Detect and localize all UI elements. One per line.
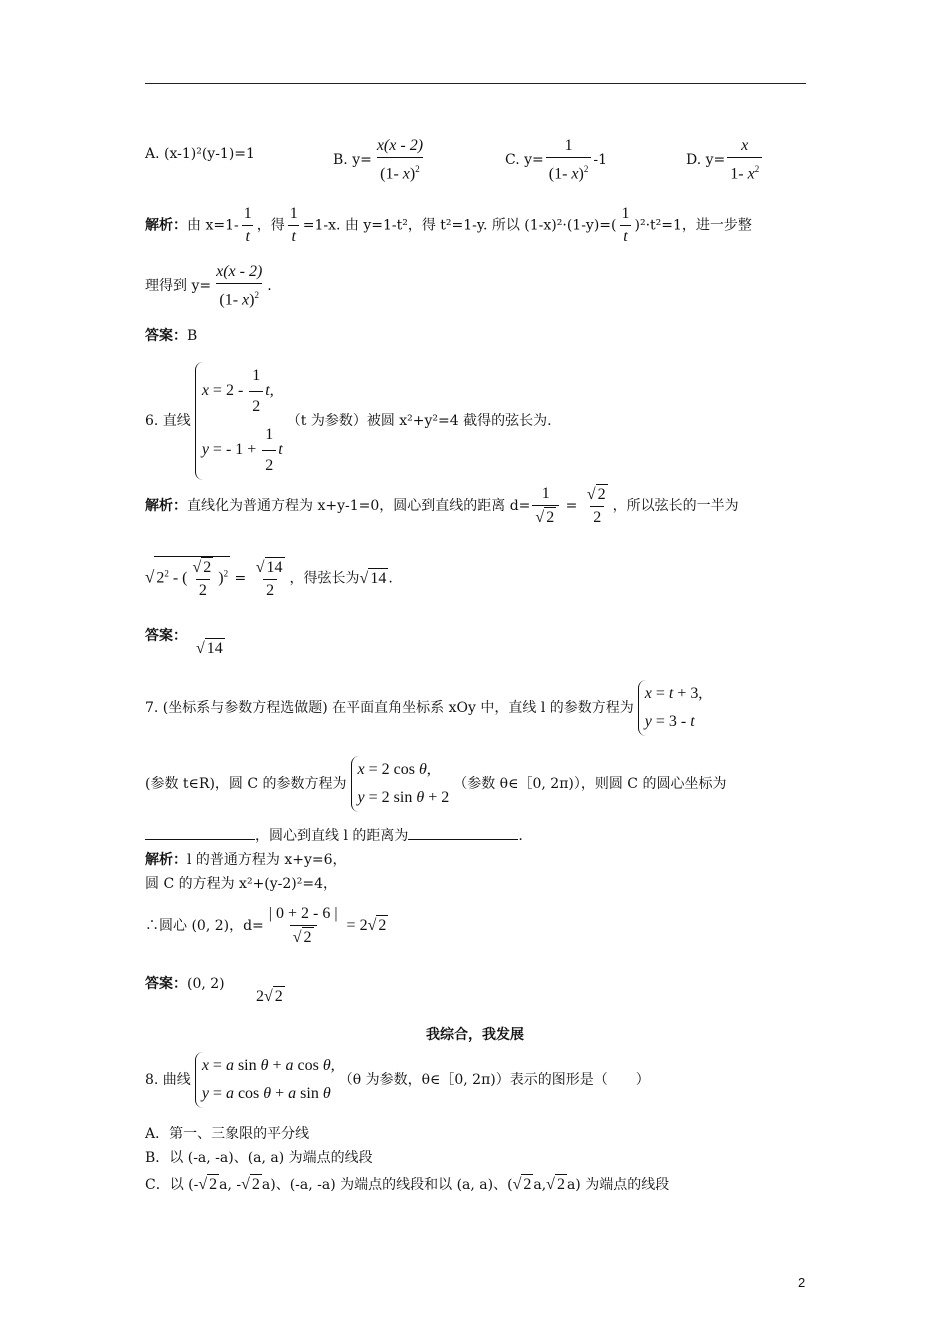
option-c: C. y= $\frac{1}{(1- x)^2}$ -1 xyxy=(505,137,607,183)
option-b: B. y= $\frac{x(x - 2)}{(1- x)^2}$ xyxy=(333,137,424,183)
answer7-distance: 2√ 2 xyxy=(256,988,283,1005)
answer7: 答案：(0, 2) xyxy=(145,976,225,992)
question7-line2: (参数 t∈R)，圆 C 的参数方程为 x = 2 cos θ, y = 2 sin θ + 2 （参数 θ∈［0, 2π)），则圆 C 的圆心坐标为 xyxy=(145,756,726,812)
option-a: A. (x-1)²(y-1)=1 xyxy=(145,146,255,162)
answer5: 答案：B xyxy=(145,328,198,344)
solution7-line1: 解析：l 的普通方程为 x+y=6， xyxy=(145,852,347,868)
question6: 6. 直线 x = 2 - $\frac{1}{2}$ t, y = - 1 + $\frac{1}{2}$ t （t 为参数）被圆 x²+y²=4 截得的弦长为. xyxy=(145,362,552,480)
answer-blank-1[interactable] xyxy=(145,839,255,840)
solution6-line2: √ $2^2$ - ( $\frac{√ 2}{2}$ )$^2$ = $\frac{√ 14}{2}$ ，得弦长为√ 14 . xyxy=(145,556,393,601)
answer-blank-2[interactable] xyxy=(408,839,518,840)
solution7-line3: ∴圆心 (0, 2)，d= $\frac{| 0 + 2 - 6 |}{√ 2}$ = 2√ 2 xyxy=(145,905,387,946)
solution6-line1: 解析：直线化为普通方程为 x+y-1=0，圆心到直线的距离 d= $\frac{1}{√ 2}$ = $\frac{√ 2}{2}$ ，所以弦长的一半为 xyxy=(145,485,739,526)
question7-line1: 7. (坐标系与参数方程选做题) 在平面直角坐标系 xOy 中，直线 l 的参数方程为 x = t + 3, y = 3 - t xyxy=(145,680,706,736)
question8: 8. 曲线 x = a sin θ + a cos θ, y = a cos θ + a sin θ （θ 为参数，θ∈［0, 2π)）表示的图形是（ ） xyxy=(145,1052,650,1108)
q8-option-a: A．第一、三象限的平分线 xyxy=(145,1126,310,1142)
option-d: D. y= $\frac{x}{1- x^2}$ xyxy=(686,136,764,184)
q8-option-c: C．以 (-√ 2 a, -√ 2 a)、(-a, -a) 为端点的线段和以 (a, a)、(√ 2 a,√ 2 a) 为端点的线段 xyxy=(145,1176,670,1193)
answer6: 答案： xyxy=(145,628,187,644)
question7-line3: ，圆心到直线 l 的距离为 . xyxy=(145,826,523,846)
q8-option-b: B．以 (-a, -a)、(a, a) 为端点的线段 xyxy=(145,1150,373,1166)
page-number: 2 xyxy=(798,1275,806,1290)
answer6-value: √ 14 xyxy=(196,640,223,657)
q6-system: x = 2 - $\frac{1}{2}$ t, y = - 1 + $\frac{1}{2}$ t xyxy=(195,362,283,480)
solution5-line2: 理得到 y= $\frac{x(x - 2)}{(1- x)^2}$ . xyxy=(145,263,272,309)
header-rule xyxy=(145,83,806,84)
solution7-line2: 圆 C 的方程为 x²+(y-2)²=4， xyxy=(145,876,338,892)
solution5-line1: 解析：由 x=1- $\frac{1}{t}$ ，得 $\frac{1}{t}$ =1-x. 由 y=1-t²，得 t²=1-y. 所以 (1-x)²·(1-y)=( $\frac{1}{t}$ )²·t²=1，进一步整 xyxy=(145,205,752,245)
section-title: 我综合，我发展 xyxy=(426,1027,524,1043)
